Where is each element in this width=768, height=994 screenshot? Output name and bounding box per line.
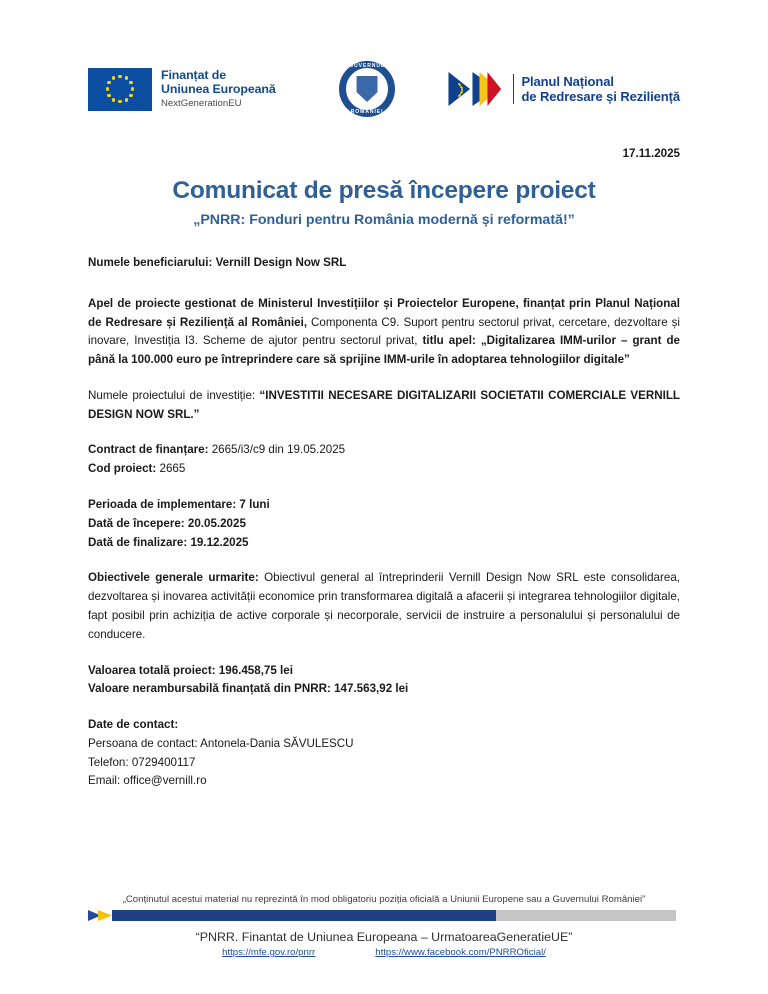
contact-email-line: Email: office@vernill.ro: [88, 774, 207, 788]
grant-value-amount: 147.563,92 lei: [330, 682, 409, 696]
romanian-government-seal-icon: [339, 61, 395, 117]
contract-label: Contract de finanțare:: [88, 443, 209, 457]
implementation-period-line: [88, 496, 680, 515]
project-code-line: [88, 460, 680, 479]
footer-bar-blue-segment: [112, 910, 496, 921]
end-date-line: [88, 534, 680, 553]
page-subtitle: „PNRR: Fonduri pentru România modernă și reformată!”: [193, 212, 575, 228]
pnrr-logo-line2: de Redresare și Reziliență: [521, 89, 680, 104]
footer-bar-gray-segment: [496, 910, 676, 921]
eu-logo-text: [161, 68, 276, 110]
document-date: 17.11.2025: [622, 147, 680, 160]
eu-flag-icon: [88, 68, 152, 111]
document-footer: [0, 894, 768, 958]
call-paragraph: [88, 295, 680, 370]
eu-funding-logo: [88, 68, 276, 111]
footer-links: [0, 947, 768, 958]
beneficiary-label: Numele beneficiarului:: [88, 256, 213, 269]
eu-logo-line1: Finanțat de: [161, 67, 226, 82]
call-bold-part1: Apel de proiecte gestionat de Ministerul Investițiilor și Proiectelor Europene, finanțat prin Planul Național de Redresare și Reziliență al României,: [88, 296, 680, 329]
footer-title: “PNRR. Finantat de Uniunea Europeana – UrmatoareaGeneratieUE”: [195, 930, 573, 944]
footer-disclaimer: „Conținutul acestui material nu reprezintă în mod obligatoriu poziția oficială a Uniunii Europene sau a Guvernului României”: [122, 894, 646, 905]
end-date-label: Dată de finalizare:: [88, 535, 188, 549]
beneficiary-line: [88, 254, 680, 273]
project-code-value: 2665: [156, 462, 186, 476]
document-body: [88, 254, 680, 791]
pnrr-arrows-icon: [448, 72, 506, 106]
seal-text-top: GUVERNUL: [349, 63, 385, 70]
call-regular-part: Componenta C9. Suport pentru sectorul privat, cercetare, dezvoltare și inovare, Investiția I3. Scheme de ajutor pentru sectorul privat,: [88, 315, 681, 348]
contact-phone-line: Telefon: 0729400117: [88, 755, 196, 769]
start-date-line: [88, 515, 680, 534]
page-title: Comunicat de presă începere proiect: [172, 177, 596, 204]
objectives-text: Obiectivul general al întreprinderii Vernill Design Now SRL este consolidarea, dezvoltarea și inovarea activității economice prin transformarea digitală a afacerii și integrarea tehnologiilor digitale, fapt posibil prin achiziția de active corporale și necorporale, servicii de instruire a personalului și personalului de conducere.: [88, 571, 680, 641]
total-value-line: [88, 662, 680, 681]
footer-link-mfe[interactable]: https://mfe.gov.ro/pnrr: [222, 947, 316, 958]
total-value-amount: 196.458,75 lei: [215, 663, 293, 677]
contact-header: Date de contact:: [88, 718, 179, 732]
project-code-label: Cod proiect:: [88, 462, 157, 476]
project-name-paragraph: [88, 387, 680, 425]
start-date-label: Dată de începere:: [88, 516, 185, 530]
implementation-period-label: Perioada de implementare:: [88, 498, 237, 512]
footer-divider-bar: [88, 910, 680, 921]
pnrr-logo: [448, 72, 680, 106]
beneficiary-value: Vernill Design Now SRL: [212, 256, 347, 269]
pnrr-logo-text: [513, 74, 680, 105]
pnrr-logo-line1: Planul Național: [521, 73, 614, 89]
grant-value-label: Valoare nerambursabilă finanțată din PNRR:: [88, 682, 331, 696]
seal-text-bottom: ROMÂNIEI: [350, 108, 384, 115]
romania-arrow-icon: [472, 72, 506, 106]
implementation-period-value: 7 luni: [236, 498, 270, 512]
eu-logo-line2: Uniunea Europeană: [161, 82, 276, 97]
grant-value-line: [88, 680, 680, 699]
objectives-paragraph: [88, 569, 680, 644]
project-name-value: “INVESTITII NECESARE DIGITALIZARII SOCIETATII COMERCIALE VERNILL DESIGN NOW SRL.”: [88, 388, 681, 421]
project-name-label: Numele proiectului de investiție:: [88, 388, 260, 402]
end-date-value: 19.12.2025: [187, 535, 249, 549]
logo-header-row: [88, 0, 680, 120]
objectives-label: Obiectivele generale urmarite:: [88, 571, 259, 585]
contract-line: [88, 441, 680, 460]
eu-arrow-stars: [451, 81, 465, 97]
contact-person-line: Persoana de contact: Antonela-Dania SĂVULESCU: [88, 736, 354, 750]
total-value-label: Valoarea totală proiect:: [88, 663, 216, 677]
footer-yellow-arrow-icon: [98, 910, 112, 921]
start-date-value: 20.05.2025: [184, 516, 246, 530]
eu-logo-line3: NextGenerationEU: [161, 98, 242, 110]
arrow-band-red: [487, 72, 506, 106]
footer-link-facebook[interactable]: https://www.facebook.com/PNRROficial/: [375, 947, 546, 958]
call-bold-part2: titlu apel: „Digitalizarea IMM-urilor – grant de până la 100.000 euro pe întreprindere care să sprijine IMM-urile în adoptarea tehnologiilor digitale”: [88, 334, 680, 367]
contract-value: 2665/i3/c9 din 19.05.2025: [208, 443, 346, 457]
